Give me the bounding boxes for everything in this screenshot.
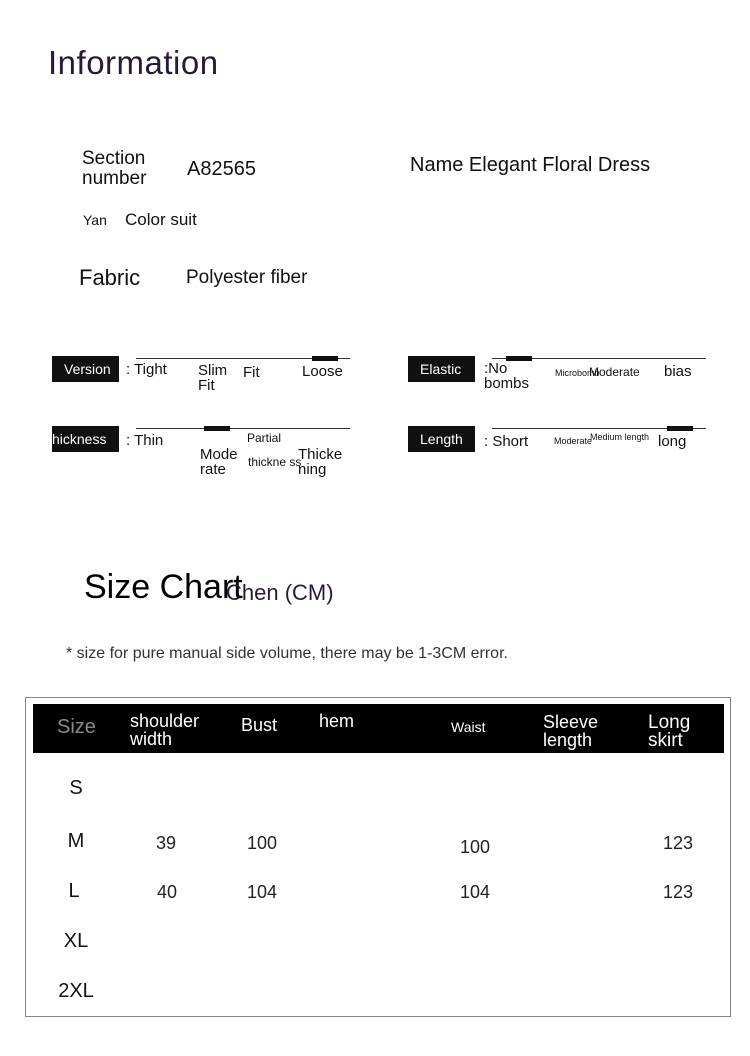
- color-value: Color suit: [125, 210, 197, 229]
- thickness-option-thin: : Thin: [126, 432, 164, 449]
- version-selected-marker: [312, 356, 338, 361]
- thickness-option-moderate: Mode rate: [200, 446, 238, 478]
- row-size-l: L: [68, 880, 80, 902]
- version-option-loose: Loose: [302, 363, 343, 380]
- cell-l-shoulder: 40: [156, 882, 178, 902]
- section-number-value: A82565: [187, 158, 256, 180]
- row-size-m: M: [67, 830, 85, 852]
- elastic-option-moderate: Moderate: [589, 365, 640, 379]
- version-option-fit: Fit: [243, 364, 260, 381]
- cell-l-bust: 104: [246, 882, 278, 902]
- length-option-short: : Short: [484, 433, 529, 450]
- size-chart-title: Size Chart: [84, 568, 243, 606]
- length-option-medium-length: Medium length: [590, 432, 650, 442]
- cell-l-waist: 104: [459, 882, 491, 902]
- elastic-option-no-bombs: :No bombs: [484, 360, 530, 392]
- name-value: Elegant Floral Dress: [468, 154, 651, 176]
- thickness-tag: hickness: [52, 426, 119, 452]
- name-label: Name: [410, 154, 464, 176]
- header-sleeve-length: Sleeve length: [543, 712, 599, 750]
- elastic-option-bias: bias: [664, 363, 692, 380]
- cell-l-skirt: 123: [662, 882, 694, 902]
- thickness-option-partial: Partial: [247, 431, 282, 445]
- elastic-tag: Elastic: [408, 356, 475, 382]
- length-option-moderate: Moderate: [554, 436, 593, 446]
- cell-m-waist: 100: [459, 837, 491, 857]
- header-size: Size: [57, 716, 96, 738]
- thickness-selected-marker: [204, 426, 230, 431]
- cell-m-shoulder: 39: [155, 833, 177, 853]
- version-option-tight: : Tight: [126, 361, 167, 378]
- size-chart-note: * size for pure manual side volume, there may be 1-3CM error.: [66, 645, 508, 662]
- length-option-long: long: [658, 433, 687, 450]
- cell-m-skirt: 123: [662, 833, 694, 853]
- elastic-option-microbomb: Microbomb: [555, 368, 600, 378]
- row-size-xl: XL: [63, 930, 89, 952]
- header-long-skirt: Long skirt: [648, 712, 691, 751]
- row-size-s: S: [69, 777, 83, 799]
- color-label: Yan: [83, 212, 107, 228]
- size-chart-unit: Chen (CM): [226, 580, 334, 605]
- header-bust: Bust: [241, 715, 278, 735]
- thickness-option-thickening: Thicke ning: [298, 446, 343, 478]
- length-selected-marker: [667, 426, 693, 431]
- name-field: [410, 154, 650, 177]
- header-hem: hem: [319, 711, 355, 731]
- page-title: Information: [48, 44, 219, 81]
- header-waist: Waist: [451, 719, 486, 735]
- version-option-slim-fit: Slim Fit: [198, 362, 228, 394]
- row-size-2xl: 2XL: [58, 980, 94, 1002]
- length-tag: Length: [408, 426, 475, 452]
- thickness-scale-line: [136, 428, 350, 429]
- fabric-value: Polyester fiber: [186, 267, 308, 288]
- fabric-label: Fabric: [79, 265, 141, 290]
- version-tag: Version: [52, 356, 119, 382]
- cell-m-bust: 100: [246, 833, 278, 853]
- section-number-label: Section number: [82, 148, 147, 189]
- thickness-option-thickness: thickne ss: [248, 455, 302, 469]
- header-shoulder-width: shoulder width: [130, 711, 200, 749]
